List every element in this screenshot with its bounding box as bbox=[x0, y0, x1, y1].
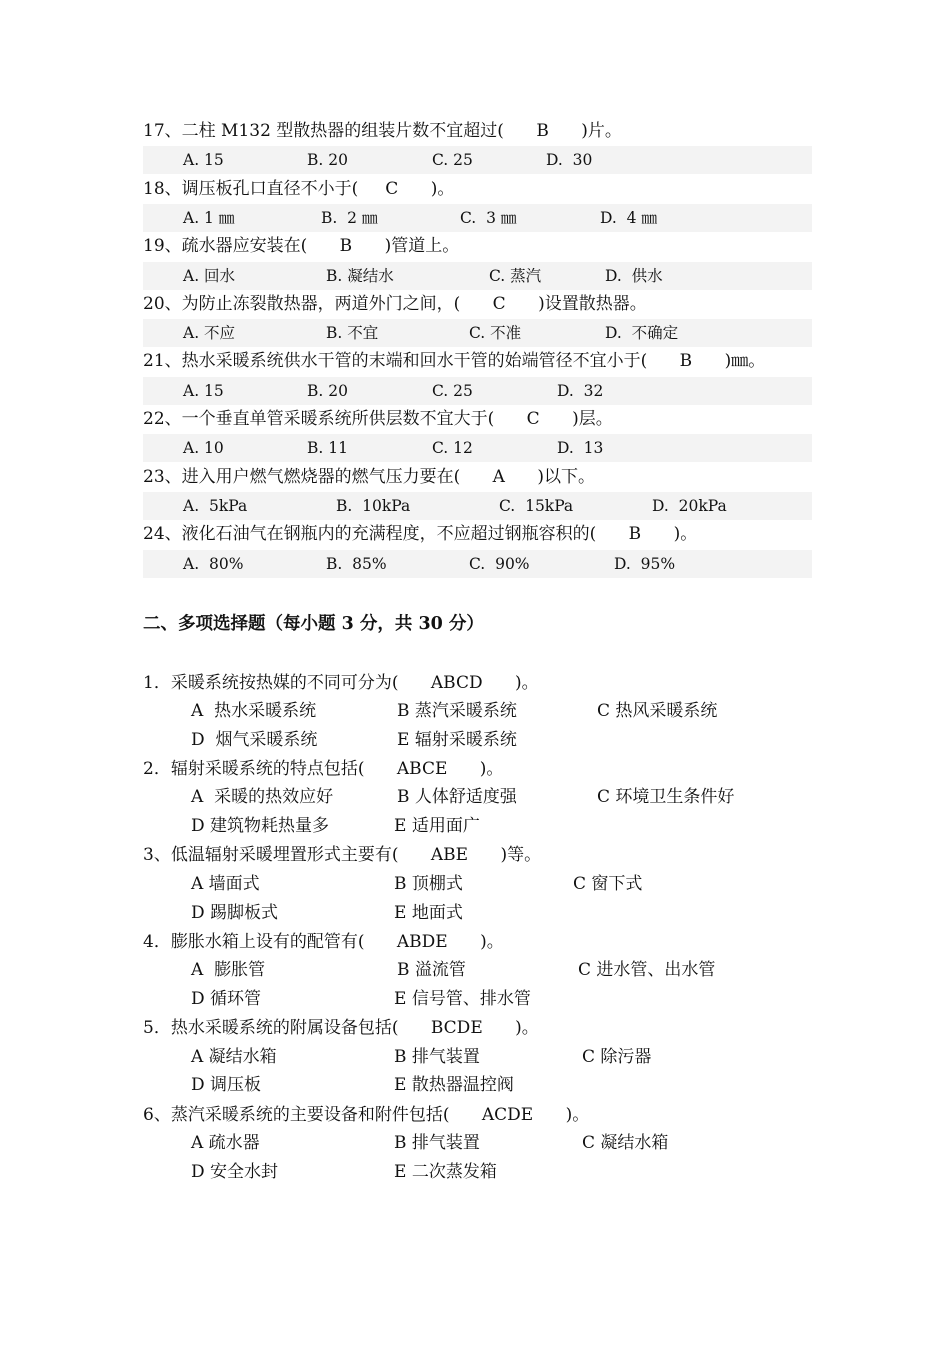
option-b: B. 2 ㎜ bbox=[321, 209, 378, 227]
option-c: C 凝结水箱 bbox=[582, 1133, 669, 1153]
mc-options-5-row-2 bbox=[0, 1075, 952, 1099]
option-e: E 适用面广 bbox=[394, 816, 480, 836]
option-b: B 排气装置 bbox=[394, 1047, 480, 1067]
option-a: A. 15 bbox=[183, 382, 224, 400]
options-24 bbox=[143, 550, 812, 578]
options-20 bbox=[143, 319, 812, 347]
mc-options-6-row-1 bbox=[0, 1133, 952, 1157]
options-17 bbox=[143, 146, 812, 174]
option-c: C. 蒸汽 bbox=[489, 267, 542, 285]
option-b: B 蒸汽采暖系统 bbox=[397, 701, 517, 721]
option-c: C 进水管、出水管 bbox=[578, 960, 716, 980]
mc-options-6-row-2 bbox=[0, 1162, 952, 1186]
option-e: E 地面式 bbox=[394, 903, 463, 923]
option-c: C. 90% bbox=[469, 555, 530, 573]
option-d: D. 32 bbox=[557, 382, 604, 400]
option-b: B. 20 bbox=[307, 382, 348, 400]
option-e: E 辐射采暖系统 bbox=[397, 730, 517, 750]
option-d: D. 不确定 bbox=[605, 324, 679, 342]
mc-question-6: 6、蒸汽采暖系统的主要设备和附件包括( ACDE )。 bbox=[143, 1105, 590, 1125]
option-a: A. 80% bbox=[183, 555, 244, 573]
options-19 bbox=[143, 262, 812, 290]
options-23 bbox=[143, 492, 812, 520]
option-b: B. 凝结水 bbox=[326, 267, 394, 285]
option-c: C 除污器 bbox=[582, 1047, 652, 1067]
option-d: D 建筑物耗热量多 bbox=[191, 816, 330, 836]
option-b: B. 20 bbox=[307, 151, 348, 169]
mc-options-2-row-1 bbox=[0, 787, 952, 811]
option-b: B 溢流管 bbox=[397, 960, 466, 980]
option-b: B 顶棚式 bbox=[394, 874, 463, 894]
option-b: B. 不宜 bbox=[326, 324, 379, 342]
mc-options-4-row-1 bbox=[0, 960, 952, 984]
mc-options-1-row-1 bbox=[0, 701, 952, 725]
option-d: D. 20kPa bbox=[652, 497, 727, 515]
option-a: A. 1 ㎜ bbox=[183, 209, 235, 227]
option-a: A 墙面式 bbox=[191, 874, 260, 894]
option-b: B. 11 bbox=[307, 439, 348, 457]
question-22: 22、一个垂直单管采暖系统所供层数不宜大于( C )层。 bbox=[143, 409, 613, 429]
mc-question-5: 5．热水采暖系统的附属设备包括( BCDE )。 bbox=[143, 1018, 539, 1038]
option-b: B. 10kPa bbox=[336, 497, 411, 515]
mc-options-4-row-2 bbox=[0, 989, 952, 1013]
mc-question-1: 1．采暖系统按热媒的不同可分为( ABCD )。 bbox=[143, 673, 539, 693]
mc-options-3-row-2 bbox=[0, 903, 952, 927]
option-e: E 二次蒸发箱 bbox=[394, 1162, 497, 1182]
option-c: C. 25 bbox=[432, 151, 473, 169]
option-a: A. 回水 bbox=[183, 267, 236, 285]
options-21 bbox=[143, 377, 812, 405]
option-a: A 凝结水箱 bbox=[191, 1047, 277, 1067]
option-e: E 散热器温控阀 bbox=[394, 1075, 514, 1095]
mc-question-2: 2．辐射采暖系统的特点包括( ABCE )。 bbox=[143, 759, 504, 779]
question-21: 21、热水采暖系统供水干管的末端和回水干管的始端管径不宜小于( B )㎜。 bbox=[143, 351, 766, 371]
question-23: 23、进入用户燃气燃烧器的燃气压力要在( A )以下。 bbox=[143, 467, 596, 487]
option-c: C. 25 bbox=[432, 382, 473, 400]
option-d: D. 30 bbox=[546, 151, 593, 169]
option-d: D 调压板 bbox=[191, 1075, 262, 1095]
mc-question-3: 3、低温辐射采暖埋置形式主要有( ABE )等。 bbox=[143, 845, 542, 865]
section-heading: 二、多项选择题（每小题 3 分，共 30 分） bbox=[143, 614, 484, 634]
option-b: B 排气装置 bbox=[394, 1133, 480, 1153]
option-a: A 热水采暖系统 bbox=[191, 701, 317, 721]
option-c: C. 不准 bbox=[469, 324, 522, 342]
options-18 bbox=[143, 204, 812, 232]
option-a: A. 不应 bbox=[183, 324, 236, 342]
options-22 bbox=[143, 434, 812, 462]
question-20: 20、为防止冻裂散热器，两道外门之间，( C )设置散热器。 bbox=[143, 294, 647, 314]
question-18: 18、调压板孔口直径不小于( C )。 bbox=[143, 179, 455, 199]
question-24: 24、液化石油气在钢瓶内的充满程度，不应超过钢瓶容积的( B )。 bbox=[143, 524, 698, 544]
option-a: A. 15 bbox=[183, 151, 224, 169]
question-19: 19、疏水器应安装在( B )管道上。 bbox=[143, 236, 460, 256]
option-c: C. 3 ㎜ bbox=[460, 209, 517, 227]
option-c: C. 15kPa bbox=[499, 497, 574, 515]
option-d: D 烟气采暖系统 bbox=[191, 730, 318, 750]
option-a: A 疏水器 bbox=[191, 1133, 260, 1153]
option-d: D. 4 ㎜ bbox=[600, 209, 657, 227]
option-c: C 热风采暖系统 bbox=[597, 701, 718, 721]
option-a: A 采暖的热效应好 bbox=[191, 787, 334, 807]
option-b: B. 85% bbox=[326, 555, 387, 573]
option-d: D 踢脚板式 bbox=[191, 903, 279, 923]
option-d: D. 95% bbox=[614, 555, 676, 573]
option-a: A 膨胀管 bbox=[191, 960, 266, 980]
option-d: D 安全水封 bbox=[191, 1162, 279, 1182]
option-c: C 环境卫生条件好 bbox=[597, 787, 735, 807]
option-b: B 人体舒适度强 bbox=[397, 787, 517, 807]
mc-options-5-row-1 bbox=[0, 1047, 952, 1071]
option-c: C. 12 bbox=[432, 439, 473, 457]
mc-options-3-row-1 bbox=[0, 874, 952, 898]
option-a: A. 10 bbox=[183, 439, 224, 457]
option-d: D. 供水 bbox=[605, 267, 663, 285]
mc-options-2-row-2 bbox=[0, 816, 952, 840]
option-e: E 信号管、排水管 bbox=[394, 989, 531, 1009]
mc-question-4: 4．膨胀水箱上设有的配管有( ABDE )。 bbox=[143, 932, 504, 952]
mc-options-1-row-2 bbox=[0, 730, 952, 754]
option-c: C 窗下式 bbox=[573, 874, 643, 894]
option-d: D. 13 bbox=[557, 439, 604, 457]
option-a: A. 5kPa bbox=[183, 497, 248, 515]
question-17: 17、二柱 M132 型散热器的组装片数不宜超过( B )片。 bbox=[143, 121, 622, 141]
option-d: D 循环管 bbox=[191, 989, 262, 1009]
